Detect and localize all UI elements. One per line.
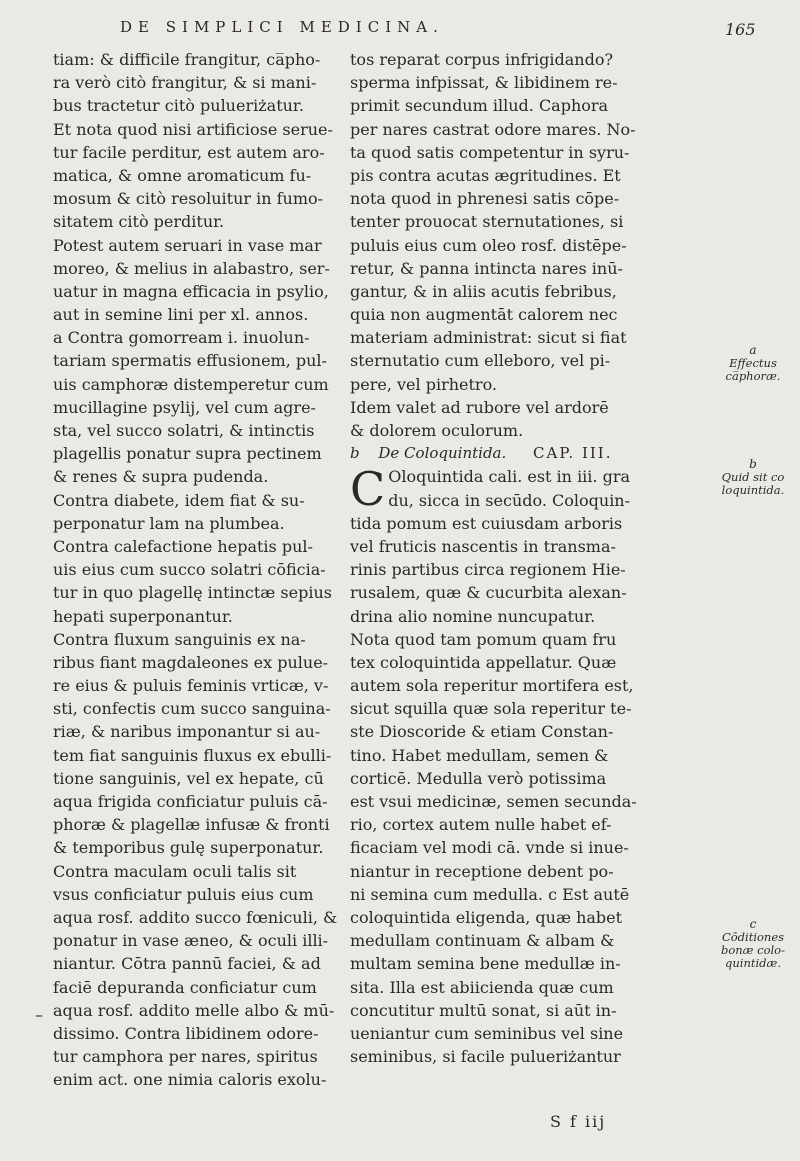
signature-mark: S f iij [550, 1112, 607, 1131]
text-line: niantur in receptione debent po- [350, 861, 614, 881]
running-title: DE SIMPLICI MEDICINA. [120, 18, 444, 36]
text-line: moreo, & melius in alabastro, ser- [53, 258, 330, 278]
text-line: nota quod in phrenesi satis cōpe- [350, 189, 620, 209]
text-line: ra verò citò frangitur, & si mani- [53, 73, 317, 93]
left-column [53, 48, 343, 1091]
text-line: sta, vel succo solatri, & intinctis [53, 421, 315, 440]
text-line: mosum & citò resoluitur in fumo- [53, 189, 324, 209]
text-line: sti, confectis cum succo sanguina- [53, 699, 331, 719]
text-line: rinis partibus circa regionem Hie- [350, 560, 626, 580]
right-column [350, 48, 640, 1068]
text-line: ta quod satis competentur in syru- [350, 142, 630, 162]
margin-note-conditiones: c Cōditiones bonæ colo- quintidæ. [720, 917, 785, 970]
text-line: ni semina cum medulla. c Est autē [350, 884, 630, 904]
text-line: tenter prouocat sternutationes, si [350, 212, 624, 232]
text-line: puluis eius cum oleo rosf. distēpe- [350, 235, 627, 255]
text-line: pere, vel pirhetro. [350, 374, 498, 394]
text-line: aqua rosf. addito succo fœniculi, & [53, 907, 338, 927]
heading-letter: b [350, 444, 360, 463]
text-line: Contra fluxum sanguinis ex na- [53, 629, 306, 649]
text-line: tino. Habet medullam, semen & [350, 745, 609, 765]
text-line: enim act. one nimia caloris exolu- [53, 1070, 327, 1090]
text-line: autem sola reperitur mortifera est, [350, 676, 634, 696]
text-line: hepati superponantur. [53, 606, 233, 626]
text-line: Nota quod tam pomum quam fru [350, 629, 617, 649]
text-line: materiam administrat: sicut si fiat [350, 328, 627, 348]
text-line: & dolorem oculorum. [350, 421, 524, 440]
text-line: gantur, & in aliis acutis febribus, [350, 281, 617, 301]
margin-dash-mark: – [35, 1005, 43, 1024]
margin-note-effectus: a Effectus ca̅phoræ. [725, 343, 781, 383]
running-header [0, 8, 800, 42]
dropcap-block [350, 462, 640, 517]
text-line: concutitur multū sonat, si aūt in- [350, 1000, 617, 1020]
text-line: faciē depuranda conficiatur cum [53, 977, 317, 997]
text-line: tione sanguinis, vel ex hepate, cū [53, 768, 324, 788]
text-line: sternutatio cum elleboro, vel pi- [350, 351, 611, 371]
text-line: uis camphoræ distemperetur cum [53, 374, 329, 394]
text-line: aqua rosf. addito melle albo & mū- [53, 1000, 335, 1020]
text-line: primit secundum illud. Caphora [350, 96, 609, 116]
text-line: vel fruticis nascentis in transma- [350, 536, 616, 556]
text-line: rio, cortex autem nulle habet ef- [350, 815, 612, 835]
text-line: quia non augmentāt calorem nec [350, 305, 618, 325]
text-line: Contra diabete, idem fiat & su- [53, 490, 305, 510]
text-line: perponatur lam na plumbea. [53, 513, 285, 533]
dropcap-lines [350, 462, 640, 517]
text-line: bus tractetur citò pulueriżatur. [53, 96, 304, 116]
text-line: dissimo. Contra libidinem odore- [53, 1023, 319, 1043]
text-line: matica, & omne aromaticum fu- [53, 165, 312, 185]
text-line: & renes & supra pudenda. [53, 467, 269, 487]
text-line: seminibus, si facile pulueriżantur [350, 1047, 621, 1067]
chapter-number: CAP. III. [533, 444, 613, 463]
text-line: re eius & puluis feminis vrticæ, v- [53, 676, 329, 696]
text-line: ste Dioscoride & etiam Constan- [350, 722, 614, 742]
text-line: sperma infpissat, & libidinem re- [350, 73, 618, 93]
text-line: retur, & panna intincta nares inū- [350, 258, 623, 278]
text-line: tariam spermatis effusionem, pul- [53, 351, 327, 371]
text-line: sita. Illa est abiicienda quæ cum [350, 977, 614, 997]
text-line: est vsui medicinæ, semen secunda- [350, 792, 637, 811]
right-column-bottom-text [350, 512, 640, 1069]
text-line: phoræ & plagellæ infusæ & fronti [53, 815, 330, 835]
text-line: medullam continuam & albam & [350, 931, 615, 951]
heading-title: De Coloquintida. [378, 444, 507, 463]
text-line: tur facile perditur, est autem aro- [53, 142, 325, 162]
text-line: Contra calefactione hepatis pul- [53, 536, 313, 556]
text-line: ueniantur cum seminibus vel sine [350, 1023, 624, 1043]
text-line: tos reparat corpus infrigidando? [350, 50, 614, 69]
text-line: aqua frigida conficiatur puluis cā- [53, 792, 328, 811]
text-line: a Contra gomorream i. inuolun- [53, 328, 310, 348]
text-line: multam semina bene medullæ in- [350, 954, 621, 974]
text-line: ribus fiant magdaleones ex pulue- [53, 652, 329, 672]
text-line: Oloquintida cali. est in iii. gra [388, 467, 631, 487]
text-line: plagellis ponatur supra pectinem [53, 444, 322, 464]
text-line: Contra maculam oculi talis sit [53, 861, 297, 881]
text-line: du, sicca in secūdo. Coloquin- [388, 490, 631, 510]
text-line: rusalem, quæ & cucurbita alexan- [350, 583, 627, 603]
chapter-heading [350, 442, 640, 465]
text-line: coloquintida eligenda, quæ habet [350, 907, 623, 927]
text-line: tida pomum est cuiusdam arboris [350, 513, 623, 533]
text-line: pis contra acutas ægritudines. Et [350, 165, 621, 185]
page-number: 165 [725, 20, 756, 39]
text-line: ficaciam vel modi cā. vnde si inue- [350, 838, 629, 858]
text-line: aut in semine lini per xl. annos. [53, 305, 309, 325]
text-line: ponatur in vase æneo, & oculi illi- [53, 931, 329, 951]
text-line: tex coloquintida appellatur. Quæ [350, 652, 617, 672]
text-line: per nares castrat odore mares. No- [350, 119, 636, 139]
text-line: uatur in magna efficacia in psylio, [53, 281, 329, 301]
text-line: Idem valet ad rubore vel ardorē [350, 397, 609, 417]
right-column-top-text [350, 48, 640, 442]
margin-note-quid-sit: b Quid sit co loquintida. [721, 457, 785, 497]
text-line: riæ, & naribus imponantur si au- [53, 722, 321, 742]
text-line: tur camphora per nares, spiritus [53, 1047, 318, 1067]
text-line: tur in quo plagellę intinctæ sepius [53, 583, 332, 603]
text-line: niantur. Cōtra pannū faciei, & ad [53, 954, 321, 974]
text-line: uis eius cum succo solatri cōficia- [53, 560, 326, 580]
text-line: sicut squilla quæ sola reperitur te- [350, 699, 632, 719]
drop-cap: C [350, 462, 386, 517]
text-line: sitatem citò perditur. [53, 212, 225, 232]
text-line: & temporibus gulę superponatur. [53, 838, 324, 858]
text-line: Et nota quod nisi artificiose serue- [53, 119, 333, 139]
text-line: tem fiat sanguinis fluxus ex ebulli- [53, 745, 332, 765]
text-line: mucillagine psylij, vel cum agre- [53, 397, 316, 417]
text-line: Potest autem seruari in vase mar [53, 235, 322, 255]
text-line: vsus conficiatur puluis eius cum [53, 884, 314, 904]
text-line: tiam: & difficile frangitur, ca̅pho- [53, 50, 321, 69]
text-line: drina alio nomine nuncupatur. [350, 606, 596, 626]
text-line: corticē. Medulla verò potissima [350, 768, 607, 788]
